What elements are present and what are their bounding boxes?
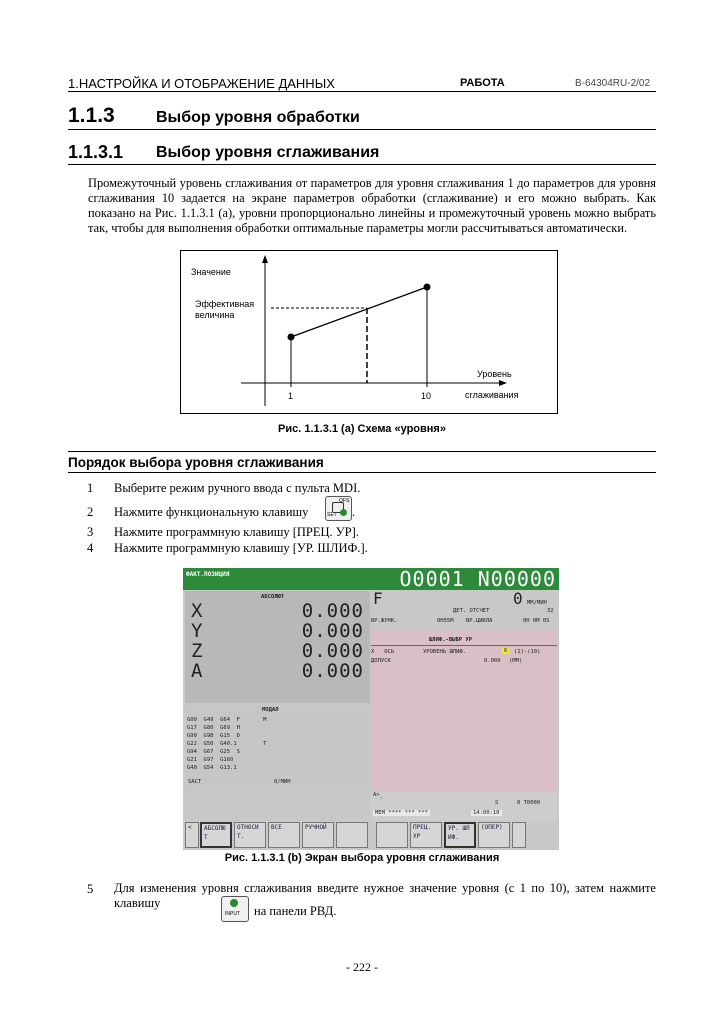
running-header-docnum: B-64304RU-2/02 bbox=[575, 78, 651, 89]
figure-b-caption: Рис. 1.1.3.1 (b) Экран выбора уровня сглаживания bbox=[224, 852, 500, 864]
level-range: (1)-(10) bbox=[514, 649, 541, 655]
step-text-suffix: . bbox=[352, 505, 356, 519]
x-axis-arrow bbox=[499, 380, 507, 386]
mode-status: MEM **** *** *** bbox=[375, 810, 428, 816]
axis-value: 0.000 bbox=[301, 640, 364, 662]
cnc-title-left: ФАКТ.ПОЗИЦИЯ bbox=[186, 571, 230, 578]
header-rule bbox=[68, 91, 656, 92]
effective-label-2: величина bbox=[195, 310, 235, 320]
feed-value: 0 bbox=[513, 589, 523, 608]
smoothing-panel bbox=[371, 591, 557, 791]
softkey-operation[interactable]: (ОПЕР) bbox=[478, 822, 510, 848]
axis-name: Z bbox=[191, 640, 203, 662]
x-label-1: Уровень bbox=[477, 369, 512, 379]
input-key-green-dot bbox=[230, 899, 238, 907]
panel-title: ШЛИФ.-ВЫБР УР bbox=[429, 637, 473, 643]
subsection-rule bbox=[68, 164, 656, 165]
feed-block bbox=[371, 591, 557, 629]
page-number: - 222 - bbox=[346, 960, 378, 974]
softkey-handle[interactable]: РУЧНОЙ bbox=[302, 822, 334, 848]
section-number: 1.1.3 bbox=[68, 104, 115, 127]
level-diagram-svg bbox=[181, 251, 557, 413]
section-title: Выбор уровня обработки bbox=[156, 109, 360, 126]
run-time-label: ВР.ФУНК. bbox=[371, 618, 398, 624]
cycle-time-value: 0H 0M 0S bbox=[523, 618, 550, 624]
step-text: Нажмите программную клавишу [УР. ШЛИФ.]. bbox=[114, 541, 368, 555]
modal-label: МОДАЛ bbox=[262, 707, 279, 713]
tick-label-10: 10 bbox=[421, 391, 432, 401]
panel-divider bbox=[371, 645, 557, 646]
step-number: 5 bbox=[87, 882, 94, 896]
effective-label-1: Эффективная bbox=[195, 299, 255, 309]
procedure-rule-bottom bbox=[68, 472, 656, 473]
procedure-title: Порядок выбора уровня сглаживания bbox=[68, 455, 324, 470]
softkey-empty[interactable] bbox=[336, 822, 368, 848]
x-label-2: сглаживания bbox=[465, 390, 519, 400]
step-number: 3 bbox=[87, 525, 94, 539]
cycle-time-label: ВР.ЦИКЛА bbox=[466, 618, 493, 624]
modal-row: G94 G67 G25 S bbox=[187, 749, 240, 755]
step-text: Выберите режим ручного ввода с пульта MDI. bbox=[114, 481, 361, 495]
level-row-label: УРОВЕНЬ ШЛИФ. bbox=[423, 649, 467, 655]
level-diagram bbox=[180, 250, 558, 414]
modal-row: G22 G50 G40.1 T bbox=[187, 741, 267, 747]
softkey-all[interactable]: ВСЕ bbox=[268, 822, 300, 848]
axis-name: Y bbox=[191, 620, 203, 642]
input-key-label: INPUT bbox=[225, 911, 240, 917]
subsection-title: Выбор уровня сглаживания bbox=[156, 144, 380, 161]
step-number: 4 bbox=[87, 541, 94, 555]
cnc-title-bar bbox=[183, 568, 559, 590]
figure-a-caption: Рис. 1.1.3.1 (a) Схема «уровня» bbox=[278, 423, 446, 435]
tolerance-value: 0.000 bbox=[484, 658, 501, 664]
clock: 14:00:10 bbox=[473, 810, 500, 816]
modal-row: G00 G49 G64 F M bbox=[187, 717, 267, 723]
running-header-section: РАБОТА bbox=[460, 77, 505, 89]
modal-row: G17 G80 G69 H bbox=[187, 725, 240, 731]
level-value-input[interactable]: 6 bbox=[504, 648, 508, 654]
sact-label: SACT bbox=[188, 779, 202, 785]
step-number: 1 bbox=[87, 481, 94, 495]
softkey-precision-level[interactable]: ПРЕЦ. УР bbox=[410, 822, 442, 848]
point-level-10 bbox=[424, 284, 431, 291]
tolerance-label: ДОПУСК bbox=[371, 658, 391, 664]
tick-label-1: 1 bbox=[288, 391, 294, 401]
section-rule bbox=[68, 129, 656, 130]
spindle-label: S bbox=[495, 800, 499, 806]
run-time-value: 0H55M bbox=[437, 618, 454, 624]
spindle-tool-value: 0 T0000 bbox=[517, 800, 541, 806]
level-line bbox=[291, 287, 427, 337]
cnc-smoothing-screen bbox=[183, 568, 559, 850]
procedure-rule-top bbox=[68, 451, 656, 452]
part-count-value: 32 bbox=[547, 608, 554, 614]
intro-paragraph: Промежуточный уровень сглаживания от параметров для уровня сглаживания 1 до параметров для уровня сглаживания 10 задается на экране параметров обработки (сглаживание) и его можно выбрать. Как показано на Рис. 1.1.3.1 (a), уровни пропорционально линейны и промежуточный уровень можно выбрать так, чтобы для выполнения обработки оптимальные параметры могли рассчитываться автоматически. bbox=[88, 176, 656, 235]
modal-row: G21 G97 G160 bbox=[187, 757, 234, 763]
y-label: Значение bbox=[191, 267, 231, 277]
modal-row: G40 G54 G13.1 bbox=[187, 765, 237, 771]
softkey-next[interactable] bbox=[512, 822, 526, 848]
offset-key-green-dot bbox=[340, 509, 347, 516]
feed-unit: ММ/МИН bbox=[527, 600, 547, 606]
abs-label: АБСОЛЮТ bbox=[261, 594, 285, 600]
axis-value: 0.000 bbox=[301, 620, 364, 642]
offset-key-bottom-label: SET bbox=[327, 512, 337, 518]
feed-label: F bbox=[373, 589, 383, 608]
axis-value: 0.000 bbox=[301, 600, 364, 622]
softkey-absolute[interactable]: АБСОЛЮ Т bbox=[200, 822, 232, 848]
running-header-chapter: 1.НАСТРОЙКА И ОТОБРАЖЕНИЕ ДАННЫХ bbox=[68, 76, 335, 91]
part-count-label: ДЕТ. ОТСЧЕТ bbox=[453, 608, 490, 614]
step-text: Нажмите программную клавишу [ПРЕЦ. УР]. bbox=[114, 525, 359, 539]
axis-name: X bbox=[191, 600, 203, 622]
axis-name: A bbox=[191, 660, 203, 682]
step-number: 2 bbox=[87, 505, 94, 519]
step-text: Нажмите функциональную клавишу bbox=[114, 505, 309, 519]
axis-row-label: X ОСЬ bbox=[371, 649, 395, 655]
softkey-empty[interactable] bbox=[376, 822, 408, 848]
modal-panel bbox=[185, 705, 370, 791]
position-panel bbox=[185, 591, 370, 703]
input-prompt[interactable]: A>_ bbox=[373, 792, 383, 798]
point-level-1 bbox=[288, 334, 295, 341]
y-axis-arrow bbox=[262, 255, 268, 263]
tolerance-unit: (ММ) bbox=[509, 658, 523, 664]
offset-setting-key-icon bbox=[325, 496, 352, 521]
cnc-program-number: O0001 N00000 bbox=[399, 568, 556, 591]
input-key-icon bbox=[221, 896, 249, 922]
subsection-number: 1.1.3.1 bbox=[68, 142, 124, 162]
offset-key-top-label: OFS bbox=[339, 498, 350, 504]
step-5-suffix: на панели РВД. bbox=[254, 904, 337, 918]
softkey-smoothing-level[interactable]: УР. ШЛ ИФ. bbox=[444, 822, 476, 848]
axis-value: 0.000 bbox=[301, 660, 364, 682]
sact-unit: 0/МИН bbox=[274, 779, 291, 785]
status-area bbox=[371, 791, 557, 821]
modal-row: G90 G98 G15 D bbox=[187, 733, 240, 739]
softkey-prev[interactable]: < bbox=[185, 822, 199, 848]
softkey-relative[interactable]: ОТНОСИ Т. bbox=[234, 822, 266, 848]
step-5-text: Для изменения уровня сглаживания введите нужное значение уровня (с 1 по 10), затем нажмите клавишу bbox=[114, 881, 656, 910]
